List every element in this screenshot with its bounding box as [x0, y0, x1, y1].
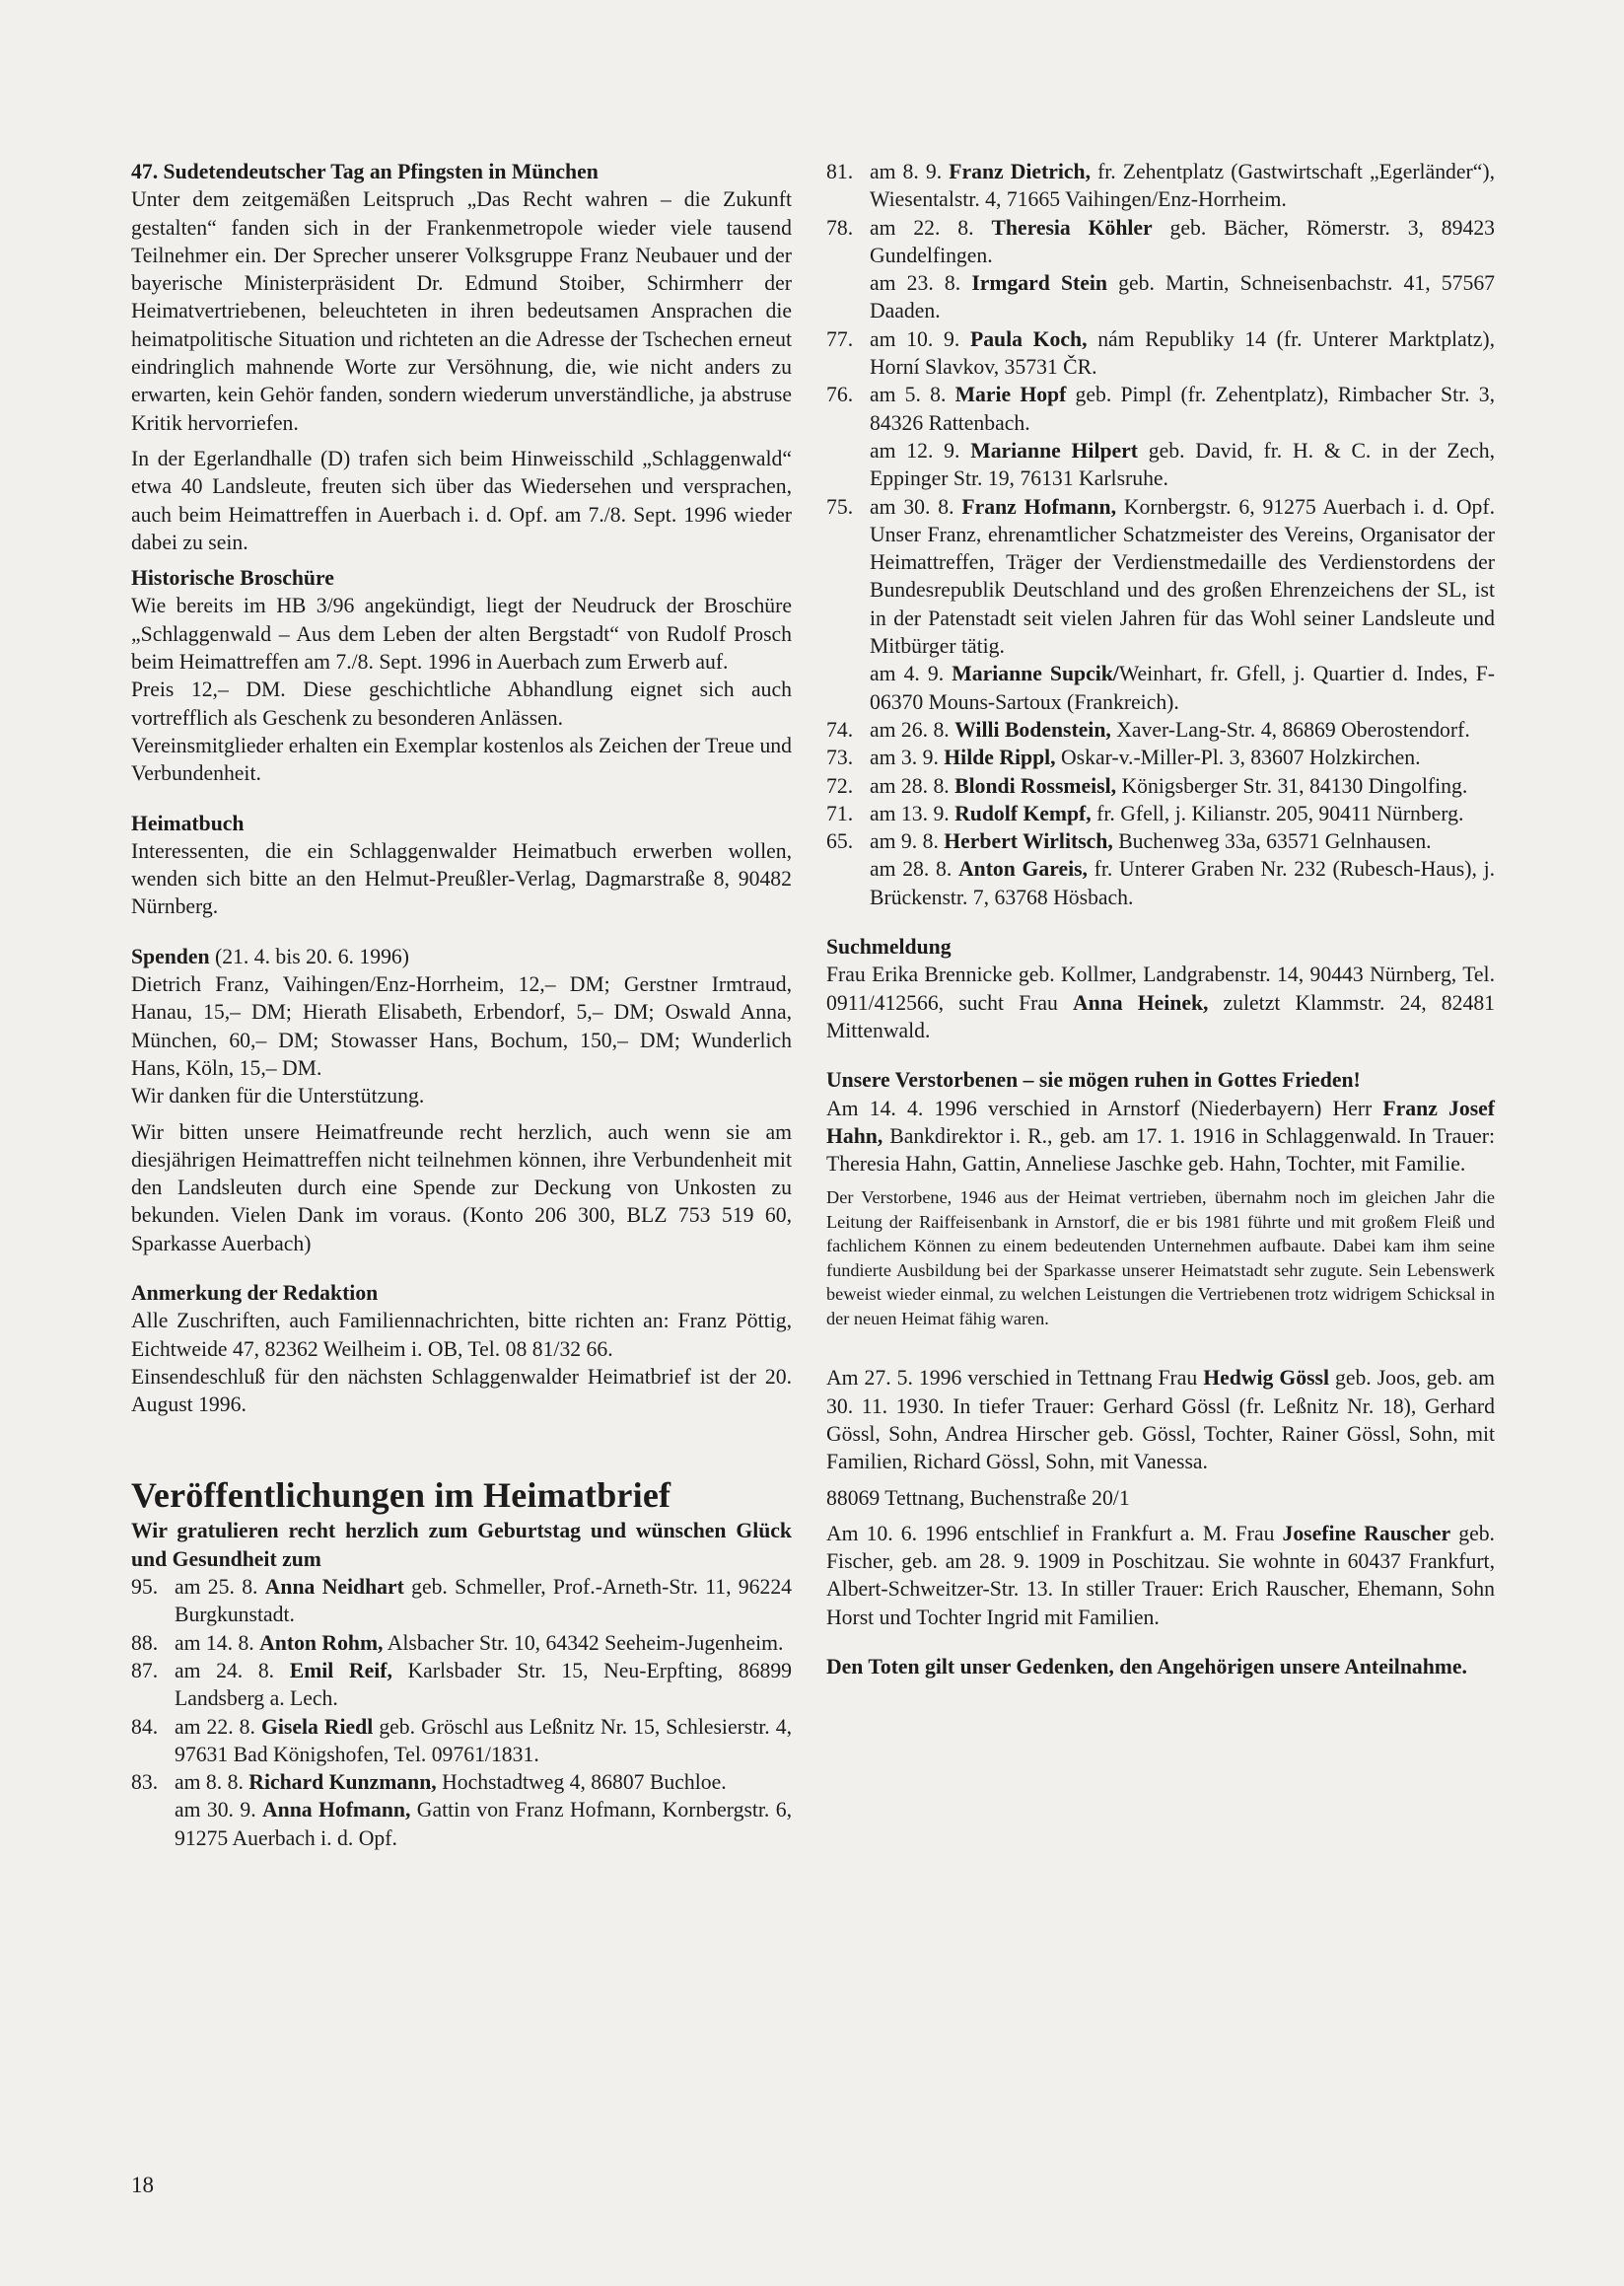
birthday-name: Anton Gareis,	[957, 857, 1088, 882]
birthday-age: 75.	[826, 494, 854, 519]
birthday-intro: Wir gratulieren recht herzlich zum Geburtstag und wünschen Glück und Gesundheit zum	[131, 1519, 792, 1571]
birthday-age: 81.	[826, 160, 854, 183]
birthday-entry	[826, 325, 1495, 382]
birthday-date: am 9. 8.	[870, 829, 939, 854]
birthday-age: 87.	[131, 1658, 159, 1682]
obituary-name: Hedwig Gössl	[1203, 1366, 1329, 1391]
birthday-age: 95.	[131, 1575, 159, 1600]
paragraph: In der Egerlandhalle (D) trafen sich beim Hinweisschild „Schlaggenwald“ etwa 40 Landsleute, freuten sich über das Wiedersehen und versprachen, auch beim Heimattreffen in Auerbach i. d. Opf. am 7./8. Sept. 1996 wieder dabei zu sein.	[131, 446, 792, 554]
birthday-name: Marianne Hilpert	[970, 438, 1139, 463]
birthday-entry	[826, 381, 1495, 437]
paragraph: Einsendeschluß für den nächsten Schlaggenwalder Heimatbrief ist der 20. August 1996.	[131, 1364, 792, 1417]
section-title-broschuere: Historische Broschüre	[131, 566, 334, 591]
paragraph	[826, 961, 1495, 1044]
birthday-entry	[131, 1796, 792, 1852]
birthday-details: geb. Gröschl aus Leßnitz Nr. 15, Schlesierstr. 4, 97631 Bad Königshofen, Tel. 09761/1831.	[175, 1714, 793, 1766]
birthday-name: Marie Hopf	[954, 383, 1067, 407]
birthday-name: Hilde Rippl,	[944, 746, 1056, 770]
birthday-details: Xaver-Lang-Str. 4, 86869 Oberostendorf.	[1110, 717, 1470, 742]
birthday-name: Anna Hofmann,	[262, 1798, 411, 1822]
birthday-age: 77.	[826, 326, 854, 351]
obituary-text: Am 27. 5. 1996 verschied in Tettnang Frau	[826, 1366, 1204, 1391]
obituary-text: geb. Joos, geb. am 30. 11. 1930. In tiefer Trauer: Gerhard Gössl (fr. Leßnitz Nr. 18), Gerhard Gössl, Sohn, Andrea Hirscher geb. Gössl, Tochter, Rainer Gössl, Sohn, mit Familien, Richard Gössl, Sohn, mit Vanessa.	[826, 1366, 1495, 1474]
suchmeldung-text-a: Frau Erika Brennicke geb. Kollmer, Landgrabenstr. 14, 90443 Nürnberg, Tel. 0911/412566, sucht Frau	[826, 963, 1495, 1015]
obituary-text: Bankdirektor i. R., geb. am 17. 1. 1916 in Schlaggenwald. In Trauer: Theresia Hahn, Gattin, Anneliese Jaschke geb. Hahn, Tochter, mit Familie.	[826, 1123, 1495, 1177]
birthday-name: Franz Dietrich,	[949, 160, 1091, 183]
obituary-rauscher	[826, 1520, 1495, 1631]
birthday-name: Richard Kunzmann,	[248, 1770, 437, 1795]
birthday-details: Königsberger Str. 31, 84130 Dingolfing.	[1116, 773, 1468, 798]
obituary-name: Franz Josef Hahn,	[826, 1096, 1495, 1148]
birthday-entry	[131, 1768, 792, 1796]
section-title-spenden	[131, 943, 792, 970]
closing-line: Den Toten gilt unser Gedenken, den Angehörigen unsere Anteilnahme.	[826, 1655, 1467, 1679]
section-title-heimatbuch: Heimatbuch	[131, 811, 245, 835]
birthday-name: Theresia Köhler	[991, 215, 1153, 240]
birthday-date: am 3. 9.	[870, 746, 939, 770]
page-number: 18	[131, 2173, 154, 2197]
birthday-details: geb. David, fr. H. & C. in der Zech, Eppinger Str. 19, 76131 Karlsruhe.	[870, 438, 1496, 491]
birthday-details: Buchenweg 33a, 63571 Gelnhausen.	[1112, 829, 1432, 854]
birthday-name: Marianne Supcik/	[952, 662, 1119, 686]
paragraph: Interessenten, die ein Schlaggenwalder Heimatbuch erwerben wollen, wenden sich bitte an den Helmut-Preußler-Verlag, Dagmarstraße 8, 90482 Nürnberg.	[131, 838, 792, 919]
birthday-entry	[826, 744, 1495, 771]
birthday-date: am 23. 8.	[870, 271, 961, 296]
birthday-name: Franz Hofmann,	[961, 494, 1117, 519]
birthday-details: geb. Pimpl (fr. Zehentplatz), Rimbacher Str. 3, 84326 Rattenbach.	[870, 383, 1496, 435]
suchmeldung-text-b: zuletzt Klammstr. 24, 82481 Mittenwald.	[826, 990, 1496, 1042]
birthday-name: Blondi Rossmeisl,	[954, 773, 1117, 798]
birthday-date: am 4. 9.	[870, 662, 945, 686]
paragraph: Vereinsmitglieder erhalten ein Exemplar kostenlos als Zeichen der Treue und Verbundenheit.	[131, 733, 792, 786]
birthday-age: 72.	[826, 773, 854, 798]
birthday-details: geb. Martin, Schneisenbachstr. 41, 57567 Daaden.	[870, 271, 1496, 323]
left-column	[131, 158, 792, 1852]
birthday-details: geb. Schmeller, Prof.-Arneth-Str. 11, 96224 Burgkunstadt.	[175, 1575, 793, 1627]
paragraph: Unter dem zeitgemäßen Leitspruch „Das Recht wahren – die Zukunft gestalten“ fanden sich in der Frankenmetropole wieder viele tausend Teilnehmer ein. Der Sprecher unserer Volksgruppe Franz Neubauer und der bayerische Ministerpräsident Dr. Edmund Stoiber, Schirmherr der Heimatvertriebenen, beleuchteten in ihren bedeutsamen Ansprachen die heimatpolitische Situation und richteten an die Adresse der Tschechen erneut eindringlich mahnende Worte zur Versöhnung, die, wie nicht anders zu erwarten, kein Gehör fanden, sondern wiederum unverständliche, ja abstruse Kritik hervorriefen.	[131, 187, 792, 435]
obituary-address: 88069 Tettnang, Buchenstraße 20/1	[826, 1485, 1130, 1510]
birthday-details: Oskar-v.-Miller-Pl. 3, 83607 Holzkirchen.	[1055, 746, 1421, 770]
birthday-entry	[826, 800, 1495, 827]
paragraph: Wir danken für die Unterstützung.	[131, 1084, 425, 1108]
paragraph: Wir bitten unsere Heimatfreunde recht herzlich, auch wenn sie am diesjährigen Heimattreffen nicht teilnehmen können, ihre Verbundenheit mit den Landsleuten durch eine Spende zur Deckung von Unkosten zu bekunden. Vielen Dank im voraus. (Konto 206 300, BLZ 753 519 60, Sparkasse Auerbach)	[131, 1119, 792, 1255]
birthday-date: am 22. 8.	[870, 215, 974, 240]
birthday-name: Anna Neidhart	[264, 1575, 404, 1600]
birthday-list	[826, 158, 1495, 911]
birthday-name: Irmgard Stein	[971, 271, 1107, 296]
obituary-text: geb. Fischer, geb. am 28. 9. 1909 in Poschitzau. Sie wohnte in 60437 Frankfurt, Albert-Schweitzer-Str. 13. In stiller Trauer: Erich Rauscher, Ehemann, Sohn Horst und Tochter Ingrid mit Familien.	[826, 1521, 1495, 1629]
birthday-date: am 10. 9.	[870, 326, 960, 351]
birthday-details: Weinhart, fr. Gfell, j. Quartier d. Indes, F-06370 Mouns-Sartoux (Frankreich).	[870, 662, 1496, 714]
paragraph: Dietrich Franz, Vaihingen/Enz-Horrheim, 12,– DM; Gerstner Irmtraud, Hanau, 15,– DM; Hierath Elisabeth, Erbendorf, 5,– DM; Oswald Anna, München, 60,– DM; Stowasser Hans, Bochum, 150,– DM; Wunderlich Hans, Köln, 15,– DM.	[131, 972, 792, 1080]
birthday-age: 74.	[826, 717, 854, 742]
birthday-entry	[826, 493, 1495, 661]
birthday-entry	[826, 716, 1495, 744]
birthday-details: fr. Gfell, j. Kilianstr. 205, 90411 Nürnberg.	[1091, 801, 1464, 825]
birthday-age: 84.	[131, 1714, 159, 1739]
birthday-name: Emil Reif,	[289, 1658, 392, 1682]
birthday-date: am 25. 8.	[175, 1575, 258, 1600]
birthday-date: am 28. 8.	[870, 857, 953, 882]
birthday-entry	[826, 855, 1495, 911]
birthday-name: Rudolf Kempf,	[954, 801, 1092, 825]
birthday-details: fr. Unterer Graben Nr. 232 (Rubesch-Haus), j. Brückenstr. 7, 63768 Hösbach.	[870, 857, 1496, 909]
birthday-date: am 28. 8.	[870, 773, 950, 798]
birthday-entry	[131, 1713, 792, 1769]
birthday-entry	[131, 1657, 792, 1713]
section-title-verstorbene: Unsere Verstorbenen – sie mögen ruhen in Gottes Frieden!	[826, 1068, 1361, 1093]
spenden-period: (21. 4. bis 20. 6. 1996)	[209, 944, 409, 968]
birthday-details: Kornbergstr. 6, 91275 Auerbach i. d. Opf. Unser Franz, ehrenamtlicher Schatzmeister des Vereins, Organisator der Heimattreffen, Träger der Verdienstmedaille des Verdienstordens der Bundesrepublik Deutschland und des großen Ehrenzeichens der SL, ist in der Patenstadt seit vielen Jahren für das Wohl seiner Landsleute und Mitbürger tätig.	[870, 494, 1496, 659]
section-title-redaktion: Anmerkung der Redaktion	[131, 1280, 379, 1305]
birthday-details: Karlsbader Str. 15, Neu-Erpfting, 86899 Landsberg a. Lech.	[175, 1658, 793, 1711]
obituary-text: Am 14. 4. 1996 verschied in Arnstorf (Niederbayern) Herr	[826, 1096, 1383, 1120]
birthday-entry	[826, 660, 1495, 716]
section-title-suchmeldung: Suchmeldung	[826, 935, 952, 960]
obituary-text: Am 10. 6. 1996 entschlief in Frankfurt a. M. Frau	[826, 1521, 1283, 1545]
birthday-details: Gattin von Franz Hofmann, Kornbergstr. 6, 91275 Auerbach i. d. Opf.	[175, 1798, 792, 1850]
birthday-entry	[826, 437, 1495, 493]
birthday-date: am 26. 8.	[870, 717, 950, 742]
birthday-date: am 24. 8.	[175, 1658, 275, 1682]
birthday-entry	[131, 1573, 792, 1629]
obituary-name: Josefine Rauscher	[1282, 1521, 1451, 1545]
birthday-entry	[826, 214, 1495, 270]
suchmeldung-name: Anna Heinek,	[1072, 990, 1209, 1015]
birthday-age: 71.	[826, 801, 854, 825]
birthday-list	[131, 1573, 792, 1852]
birthday-entry	[826, 158, 1495, 214]
birthday-name: Willi Bodenstein,	[954, 717, 1111, 742]
birthday-entry	[826, 269, 1495, 325]
birthday-date: am 5. 8.	[870, 383, 947, 407]
birthday-entry	[826, 827, 1495, 855]
right-column	[826, 158, 1495, 1680]
birthday-date: am 13. 9.	[870, 801, 950, 825]
birthday-name: Anton Rohm,	[259, 1630, 384, 1655]
birthday-date: am 30. 8.	[870, 494, 954, 519]
birthday-details: fr. Zehentplatz (Gastwirtschaft „Egerländer“), Wiesentalstr. 4, 71665 Vaihingen/Enz-Horrheim.	[870, 160, 1496, 212]
paragraph: Preis 12,– DM. Diese geschichtliche Abhandlung eignet sich auch vortrefflich als Geschenk zu besonderen Anlässen.	[131, 678, 792, 730]
section-title-veroeffentlichungen: Veröffentlichungen im Heimatbrief	[131, 1475, 671, 1516]
birthday-age: 88.	[131, 1630, 159, 1655]
birthday-age: 65.	[826, 829, 854, 854]
birthday-date: am 8. 8.	[175, 1770, 244, 1795]
birthday-age: 73.	[826, 746, 854, 770]
birthday-entry	[131, 1629, 792, 1657]
birthday-date: am 30. 9.	[175, 1798, 256, 1822]
birthday-details: Alsbacher Str. 10, 64342 Seeheim-Jugenheim.	[383, 1630, 784, 1655]
birthday-age: 76.	[826, 383, 854, 407]
section-title-sudetendeutscher-tag: 47. Sudetendeutscher Tag an Pfingsten in München	[131, 160, 599, 183]
spenden-label: Spenden	[131, 944, 210, 968]
birthday-entry	[826, 772, 1495, 800]
paragraph: Alle Zuschriften, auch Familiennachrichten, bitte richten an: Franz Pöttig, Eichtweide 47, 82362 Weilheim i. OB, Tel. 08 81/32 66.	[131, 1309, 792, 1361]
birthday-name: Gisela Riedl	[261, 1714, 374, 1739]
birthday-date: am 12. 9.	[870, 438, 960, 463]
obituary-note: Der Verstorbene, 1946 aus der Heimat vertrieben, übernahm noch im gleichen Jahr die Leitung der Raiffeisenbank in Arnstorf, die er bis 1981 führte und mit großem Fleiß und fachlichem Können zu einem bedeutenden Unternehmen aufbaute. Dabei kam ihm seine fundierte Ausbildung bei der Sparkasse unserer Heimatstadt sehr zugute. Sein Lebenswerk beweist wieder einmal, zu welchen Leistungen die Vertriebenen trotz widrigem Schicksal in der neuen Heimat fähig waren.	[826, 1187, 1495, 1328]
paragraph: Wie bereits im HB 3/96 angekündigt, liegt der Neudruck der Broschüre „Schlaggenwald – Aus dem Leben der alten Bergstadt“ von Rudolf Prosch beim Heimattreffen am 7./8. Sept. 1996 in Auerbach zum Erwerb auf.	[131, 594, 792, 675]
birthday-name: Paula Koch,	[969, 326, 1088, 351]
birthday-date: am 8. 9.	[870, 160, 943, 183]
birthday-date: am 14. 8.	[175, 1630, 254, 1655]
birthday-details: Hochstadtweg 4, 86807 Buchloe.	[436, 1770, 727, 1795]
birthday-age: 78.	[826, 215, 854, 240]
obituary-goessl	[826, 1364, 1495, 1475]
birthday-name: Herbert Wirlitsch,	[944, 829, 1113, 854]
obituary-hahn	[826, 1095, 1495, 1179]
birthday-date: am 22. 8.	[175, 1714, 255, 1739]
birthday-age: 83.	[131, 1770, 159, 1795]
birthday-details: geb. Bächer, Römerstr. 3, 89423 Gundelfingen.	[870, 215, 1496, 267]
birthday-details: nám Republiky 14 (fr. Unterer Marktplatz), Horní Slavkov, 35731 ČR.	[870, 326, 1495, 380]
